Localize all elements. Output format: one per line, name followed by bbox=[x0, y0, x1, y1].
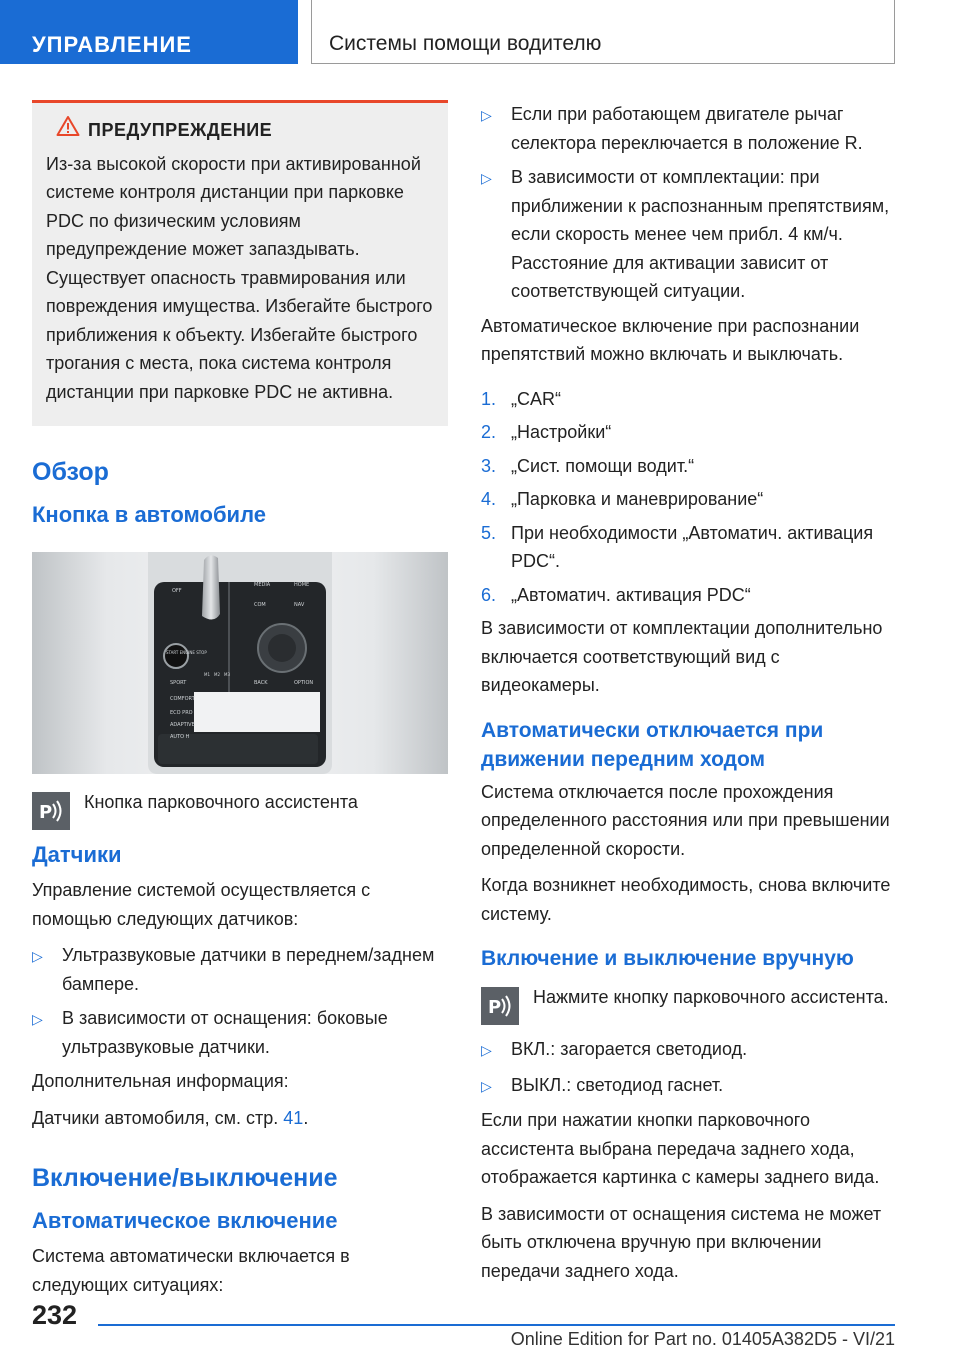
parking-assistant-icon bbox=[481, 987, 519, 1025]
center-console-photo bbox=[32, 552, 448, 774]
auto-off-text: Система отключается после прохождения определенного расстояния или при превышении определенной скорости. bbox=[481, 781, 890, 859]
manual-press-row bbox=[481, 983, 899, 1025]
step-item bbox=[481, 519, 899, 576]
step-item bbox=[481, 581, 899, 610]
step-number: 5. bbox=[481, 522, 497, 543]
list-item bbox=[32, 941, 448, 998]
auto-item: В зависимости от комплектации: при приближении к распознанным препятствиям, если скорость менее чем прибл. 4 км/ч. Расстояние для активации зависит от соответствующей ситуации. bbox=[511, 167, 890, 301]
footer-divider bbox=[98, 1324, 895, 1326]
step-number: 4. bbox=[481, 489, 497, 509]
bullet-triangle-icon: ▷ bbox=[481, 107, 492, 123]
photo-label: MEDIA bbox=[254, 582, 271, 588]
sensor-item: Ультразвуковые датчики в переднем/заднем бампере. bbox=[62, 945, 435, 994]
step-text: „Настройки“ bbox=[511, 422, 612, 442]
heading-overview: Обзор bbox=[32, 458, 109, 486]
more-ref-text: Датчики автомобиля, см. стр. bbox=[32, 1107, 279, 1128]
photo-label: BACK bbox=[254, 680, 268, 686]
list-item bbox=[481, 1071, 899, 1101]
step-text: При необходимости „Автоматич. активация PDC“. bbox=[511, 522, 874, 571]
sensor-item: В зависимости от оснащения: боковые ультразвуковые датчики. bbox=[62, 1008, 388, 1057]
chapter-header bbox=[311, 0, 895, 64]
step-item bbox=[481, 418, 899, 447]
sensors-intro: Управление системой осуществляется с помощью следующих датчиков: bbox=[32, 880, 371, 929]
list-item bbox=[481, 163, 899, 306]
step-text: „Автоматич. активация PDC“ bbox=[511, 584, 751, 605]
more-info: Дополнительная информация: bbox=[32, 1071, 289, 1091]
photo-label: START ENGINE STOP bbox=[166, 650, 207, 655]
list-item bbox=[32, 1004, 448, 1061]
warning-box bbox=[32, 100, 448, 426]
step-item bbox=[481, 385, 899, 414]
heading-on-off: Включение/выключение bbox=[32, 1164, 338, 1192]
heading-auto-on: Автоматическое включение bbox=[32, 1208, 338, 1233]
reenable-text: Когда возникнет необходимость, снова включите систему. bbox=[481, 875, 891, 924]
photo-label: OFF bbox=[172, 588, 182, 594]
photo-label: M2 bbox=[214, 672, 220, 677]
photo-label: ADAPTIVE bbox=[170, 722, 195, 728]
photo-label: M3 bbox=[224, 672, 230, 677]
warning-icon bbox=[56, 115, 80, 146]
bullet-triangle-icon: ▷ bbox=[481, 1042, 492, 1058]
step-text: „Парковка и маневрирование“ bbox=[511, 489, 764, 509]
step-text: „Сист. помощи водит.“ bbox=[511, 455, 695, 476]
heading-auto-off: Автоматически отключается при движении передним ходом bbox=[481, 718, 824, 771]
list-item bbox=[481, 1035, 899, 1065]
camera-note: В зависимости от комплектации дополнительно включается соответствующий вид с видеокамеры. bbox=[481, 618, 883, 695]
photo-label: NAV bbox=[294, 602, 305, 608]
photo-label: HOME bbox=[294, 582, 310, 588]
reverse-note: Если при нажатии кнопки парковочного ассистента выбрана передача заднего хода, отображается картинка с камеры заднего вида. bbox=[481, 1110, 880, 1187]
button-caption-row bbox=[32, 788, 448, 830]
photo-label: M1 bbox=[204, 672, 210, 677]
bullet-triangle-icon: ▷ bbox=[32, 948, 43, 964]
bullet-triangle-icon: ▷ bbox=[32, 1011, 43, 1027]
warning-title: ПРЕДУПРЕЖДЕНИЕ bbox=[88, 120, 273, 140]
photo-label: OPTION bbox=[294, 680, 314, 686]
step-number: 6. bbox=[481, 584, 497, 605]
auto-detect-text: Автоматическое включение при распознании препятствий можно включать и выключать. bbox=[481, 315, 860, 364]
heading-manual: Включение и выключение вручную bbox=[481, 947, 854, 970]
photo-label: SPORT bbox=[170, 680, 187, 686]
left-column bbox=[32, 100, 448, 1307]
photo-label: COM bbox=[254, 602, 266, 608]
photo-label: ECO PRO bbox=[170, 710, 193, 716]
svg-text:P: P bbox=[39, 802, 53, 823]
step-number: 1. bbox=[481, 388, 497, 409]
page-link[interactable]: 41 bbox=[283, 1107, 304, 1128]
step-item bbox=[481, 485, 899, 514]
step-number: 3. bbox=[481, 455, 497, 476]
warning-text: Из-за высокой скорости при активированной системе контроля дистанции при парковке PDC по физическим условиям предупреждение может запаздывать. Существует опасность травмирования или повреждения имущества. Избегайте быстрого приближения к объекту. Избегайте быстрого трогания с места, пока система контроля дистанции при парковке PDC не активна. bbox=[46, 153, 433, 402]
button-caption: Кнопка парковочного ассистента bbox=[84, 792, 358, 812]
auto-item: Если при работающем двигателе рычаг селектора переключается в положение R. bbox=[511, 104, 863, 153]
parking-assistant-icon bbox=[32, 792, 70, 830]
svg-text:P: P bbox=[488, 997, 502, 1018]
section-title: УПРАВЛЕНИЕ bbox=[32, 32, 192, 57]
more-ref bbox=[32, 1104, 448, 1133]
step-item bbox=[481, 452, 899, 481]
equip-note: В зависимости от оснащения система не может быть отключена вручную при включении передачи заднего хода. bbox=[481, 1203, 882, 1281]
console-illustration bbox=[32, 552, 448, 774]
more-ref-end: . bbox=[303, 1107, 309, 1128]
warning-header bbox=[46, 115, 434, 146]
section-tab bbox=[0, 0, 298, 64]
chapter-title: Системы помощи водителю bbox=[329, 32, 602, 55]
manual-item: ВКЛ.: загорается светодиод. bbox=[511, 1039, 748, 1059]
manual-item: ВЫКЛ.: светодиод гаснет. bbox=[511, 1074, 724, 1095]
photo-label: COMFORT bbox=[170, 696, 195, 702]
page-number: 232 bbox=[32, 1300, 78, 1330]
heading-sensors: Датчики bbox=[32, 842, 122, 867]
edition-footer: Online Edition for Part no. 01405A382D5 - VI/21 bbox=[510, 1329, 895, 1349]
bullet-triangle-icon: ▷ bbox=[481, 1077, 492, 1094]
photo-label: AUTO H bbox=[170, 734, 190, 740]
right-column bbox=[481, 100, 899, 1293]
heading-button-in-car: Кнопка в автомобиле bbox=[32, 502, 266, 527]
manual-press-text: Нажмите кнопку парковочного ассистента. bbox=[533, 987, 889, 1007]
list-item bbox=[481, 100, 899, 157]
step-text: „CAR“ bbox=[511, 388, 561, 409]
step-number: 2. bbox=[481, 422, 497, 442]
bullet-triangle-icon: ▷ bbox=[481, 170, 492, 186]
auto-on-text: Система автоматически включается в следующих ситуациях: bbox=[32, 1246, 350, 1295]
